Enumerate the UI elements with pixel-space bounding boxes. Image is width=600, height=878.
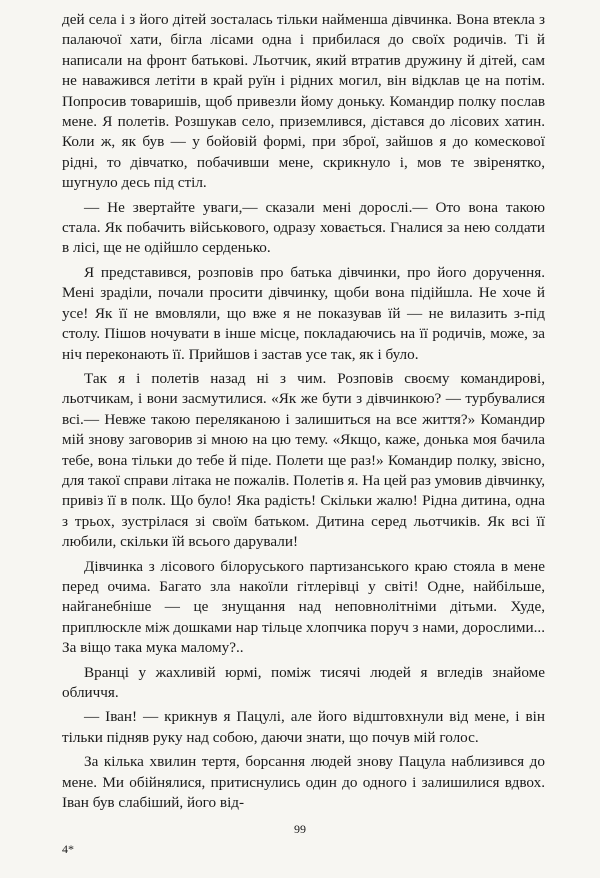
paragraph-7: — Іван! — крикнув я Пацулі, але його відштовхнули від мене, і він тільки підняв руку над собою, даючи знати, що почув мій голос. (62, 708, 545, 746)
paragraph-4: Так я і полетів назад ні з чим. Розповів своєму командирові, льотчикам, і вони засмутилися. «Як же бути з дівчинкою? — турбувалися всі.— Невже такою переляканою і залишиться на все життя?» Командир мій знову заговорив зі мною на цю тему. «Якщо, каже, донька моя бачила тебе, вона тільки до тебе й піде. Полети ще раз!» Командир полку, звісно, для такої справи літака не пожалів. Полетів я. На цей раз умовив дівчинку, привіз її в полк. Що було! Яка радість! Скільки жалю! Рідна дитина, одна з трьох, зустрілася зі своїм батьком. Дитина серед льотчиків. Як всі її любили, скільки їй всього дарували! (62, 369, 546, 551)
paragraph-5: Дівчинка з лісового білоруського партизанського краю стояла в мене перед очима. Багато зла накоїли гітлерівці у світі! Одне, найбільше, найганебніше — це знущання над неповнолітніми дітьми. Худе, приплюскле між дошками нар тільце хлопчика поруч з нами, дорослими... За віщо така мука малому?.. (62, 557, 545, 657)
paragraph-2: — Не звертайте уваги,— сказали мені дорослі.— Ото вона такою стала. Як побачить військового, одразу ховається. Гналися за нею солдати в лісі, ще не одійшло серденько. (62, 198, 545, 257)
printer-signature-mark: 4* (62, 842, 74, 856)
paragraph-1: дей села і з його дітей зосталась тільки найменша дівчинка. Вона втекла з палаючої хати, бігла лісами одна і прибилася до своїх родичів. Ті й написали на фронт батькові. Льотчик, який втратив дружину й дітей, сам не наважився летіти в край руїн і рідних могил, він відклав це на потім. Попросив товаришів, щоб привезли йому доньку. Командир полку послав мене. Я полетів. Розшукав село, приземлився, дістався до лісових хатин. Коли ж, як був — у бойовій формі, при зброї, зайшов я до комескової рідні, то дівчатко, побачивши мене, скрикнуло і, мов те звіренятко, шугнуло десь під стіл. (62, 11, 545, 192)
paragraph-8: За кілька хвилин тертя, борсання людей знову Пацула наблизився до мене. Ми обійнялися, притиснулись один до одного і залишилися вдвох. Іван був слабіший, його від- (62, 753, 545, 812)
paragraph-3: Я представився, розповів про батька дівчинки, про його доручення. Мені зраділи, почали просити дівчинку, щоби вона підійшла. Не хоче й усе! Як її не вмовляли, що вже я не показував їй — не вилазить з-під столу. Пішов ночувати в інше місце, покладаючись на її родичів, може, за ніч переконають її. Прийшов і застав усе так, як і було. (62, 263, 545, 363)
page-text-column (62, 10, 545, 817)
paragraph-6: Вранці у жахливій юрмі, поміж тисячі людей я вгледів знайоме обличчя. (62, 663, 545, 701)
page-number: 99 (294, 822, 306, 836)
